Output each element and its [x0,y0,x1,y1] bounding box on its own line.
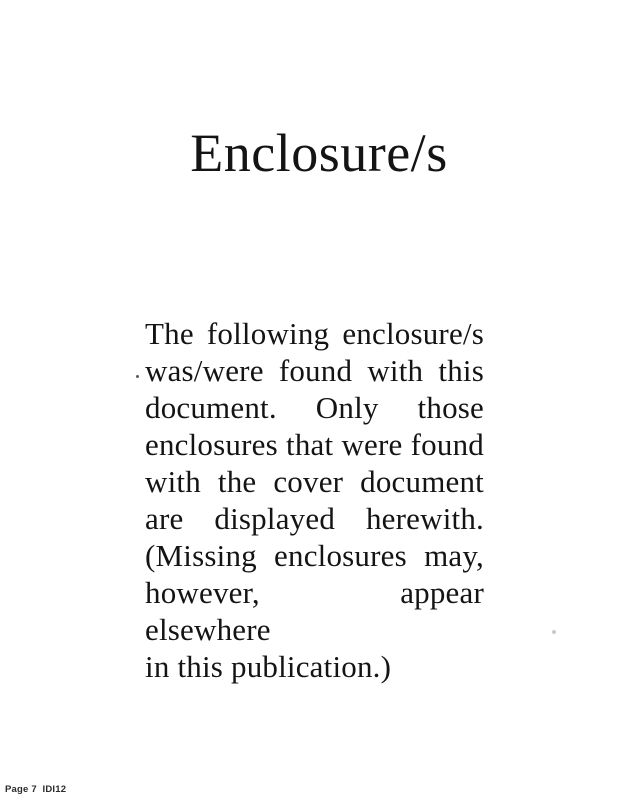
body-line: with the cover document [145,464,484,499]
body-line: enclosures that were found [145,427,484,462]
body-paragraph [145,315,484,685]
body-line: however, appear elsewhere [145,575,484,647]
body-line: are displayed herewith. [145,501,484,536]
scan-speck-right [552,630,556,634]
body-line: document. Only those [145,390,484,425]
page-footer-label: Page 7 IDI12 [5,784,67,795]
scan-speck-left [136,375,139,378]
body-line: in this publication.) [145,649,392,684]
page-title: Enclosure/s [190,123,448,183]
body-line: (Missing enclosures may, [145,538,484,573]
body-line: was/were found with this [145,353,484,388]
body-line: The following enclosure/s [145,316,484,351]
